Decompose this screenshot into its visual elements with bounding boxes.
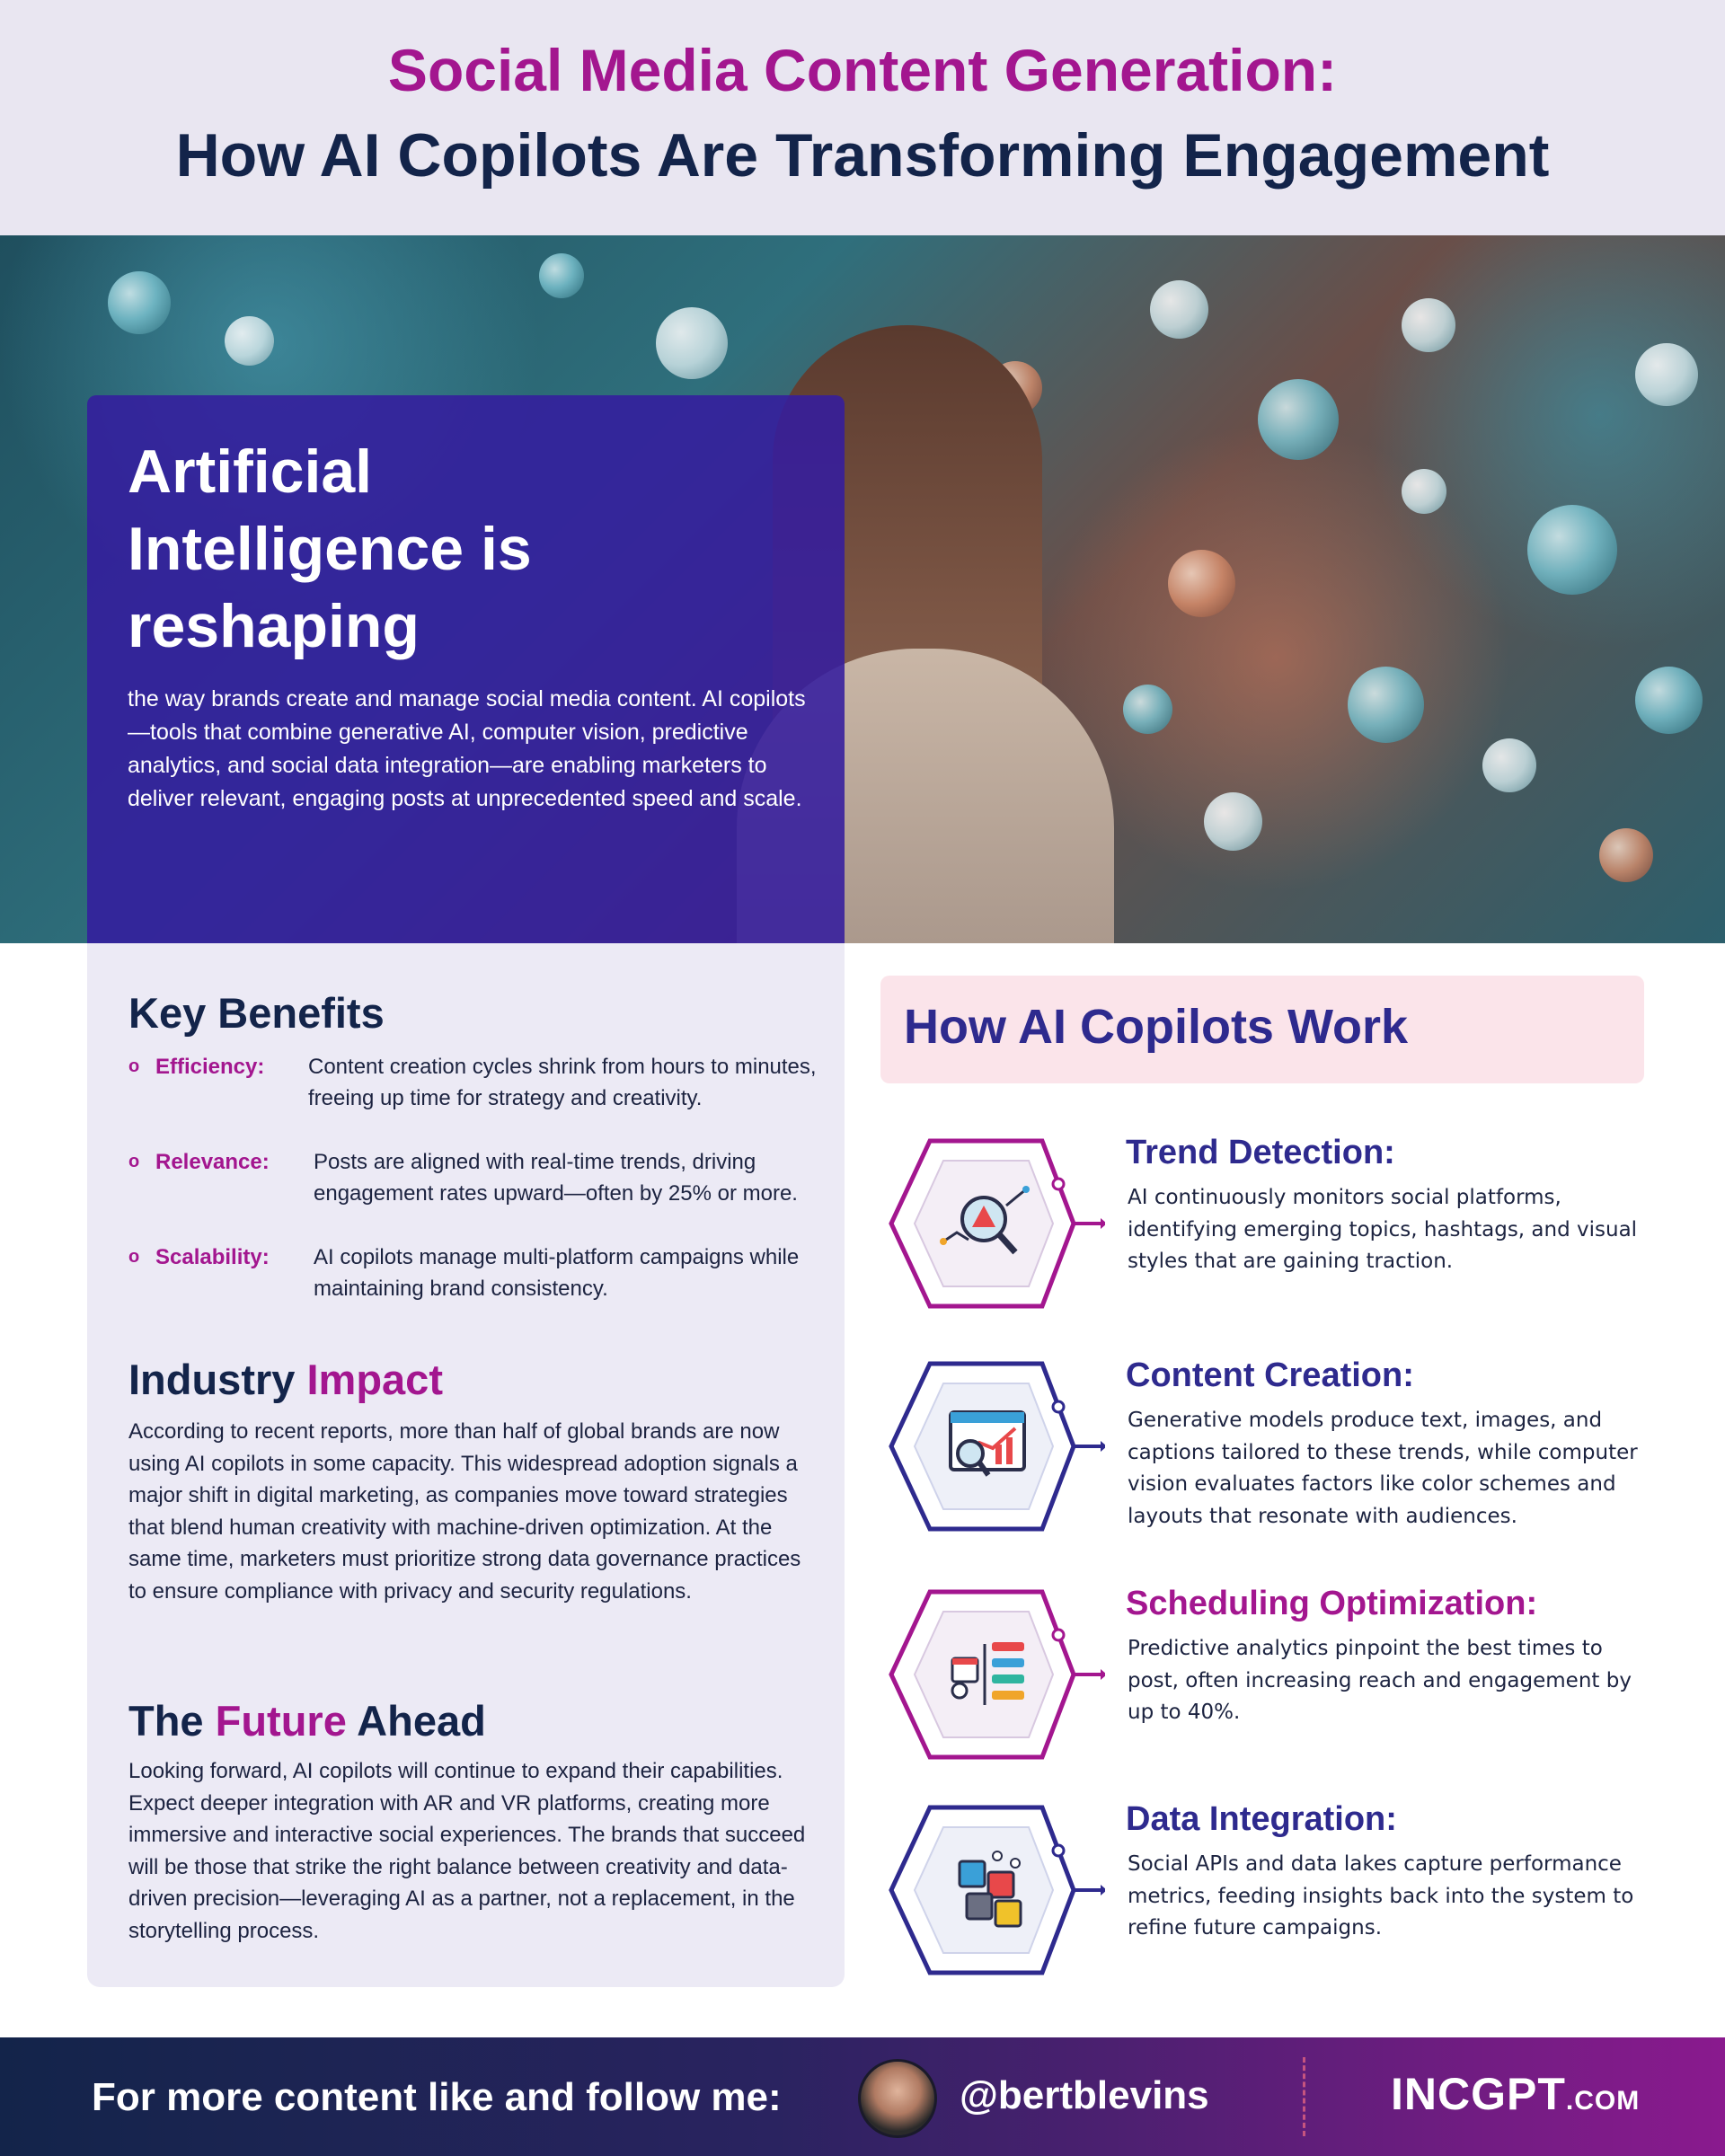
analytics-chart-icon [880,1356,1105,1536]
future-ahead-title-b: Future [215,1697,347,1745]
step-content-creation [880,1356,1653,1545]
bullet-icon: o [128,1056,140,1076]
how-it-works-title: How AI Copilots Work [904,1000,1408,1054]
social-bubble [1150,280,1208,339]
how-it-works-header [880,976,1644,1083]
step-text: AI continuously monitors social platforms, identifying emerging topics, hashtags, and visual styles that are gaining traction. [1128,1186,1638,1273]
social-handle-link[interactable]: @bertblevins [960,2073,1209,2117]
social-bubble [656,307,728,379]
benefit-label: Scalability: [155,1245,270,1269]
future-ahead-title-c: Ahead [357,1697,486,1745]
benefit-item [128,1051,829,1116]
benefit-item [128,1146,829,1211]
trend-search-icon [880,1134,1105,1313]
left-column-panel [87,943,845,1987]
industry-impact-title-b: Impact [306,1356,443,1403]
social-bubble [1599,828,1653,882]
social-bubble [1482,738,1536,792]
social-bubble [1258,379,1339,460]
logo-suffix: .COM [1565,2086,1641,2116]
page-header [0,0,1725,235]
benefit-text: AI copilots manage multi-platform campaigns while maintaining brand consistency. [314,1245,800,1301]
step-text: Generative models produce text, images, and captions tailored to these trends, while computer vision evaluates factors like color schemes and layouts that resonate with audiences. [1128,1409,1638,1528]
footer-bar [0,2037,1725,2156]
step-title: Trend Detection: [1126,1134,1395,1171]
social-bubble [1402,469,1446,514]
logo-main: INCGPT [1391,2069,1566,2119]
social-bubble [1635,667,1703,734]
page-title-line1: Social Media Content Generation: [387,37,1338,103]
benefit-text: Content creation cycles shrink from hours to minutes, freeing up time for strategy and creativity. [308,1055,817,1110]
social-bubble [1168,550,1235,617]
industry-impact-text: According to recent reports, more than half of global brands are now using AI copilots in some capacity. This widespread adoption signals a major shift in digital marketing, as companies move toward strategies that blend human creativity with machine-driven optimization. At the same time, marketers must prioritize strong data governance practices to ensure compliance with privacy and security regulations. [128,1419,801,1604]
step-text: Social APIs and data lakes capture performance metrics, feeding insights back into the system to refine future campaigns. [1128,1852,1634,1940]
social-bubble [539,253,584,298]
step-title: Data Integration: [1126,1800,1397,1838]
footer-divider [1303,2057,1305,2136]
social-bubble [1402,298,1455,352]
step-scheduling-optimization [880,1585,1653,1773]
hero-intro-box [87,395,845,943]
puzzle-integration-icon [880,1800,1105,1980]
bullet-icon: o [128,1152,140,1171]
social-bubble [1635,343,1698,406]
social-bubble [225,316,274,366]
avatar[interactable] [858,2059,937,2138]
benefit-label: Relevance: [155,1150,270,1174]
hero-text: the way brands create and manage social media content. AI copilots—tools that combine generative AI, computer vision, predictive analytics, and social data integration—are enabling marketers to deliver relevant, engaging posts at unprecedented speed and scale. [128,686,806,811]
page-title-line2: How AI Copilots Are Transforming Engagement [175,121,1550,190]
social-bubble [108,271,171,334]
future-ahead-title-a: The [128,1697,204,1745]
follow-text: For more content like and follow me: [92,2075,782,2119]
industry-impact-title [128,1355,443,1404]
calendar-schedule-icon [880,1585,1105,1764]
social-bubble [1123,685,1172,734]
social-bubble [1348,667,1424,743]
benefit-item [128,1241,829,1306]
benefit-text: Posts are aligned with real-time trends, driving engagement rates upward—often by 25% or more. [314,1150,798,1206]
step-title: Content Creation: [1126,1356,1414,1394]
social-bubble [1527,505,1617,595]
benefit-label: Efficiency: [155,1055,265,1079]
incgpt-logo[interactable] [1391,2068,1640,2120]
step-data-integration [880,1800,1653,1989]
key-benefits-title: Key Benefits [128,989,385,1037]
step-trend-detection [880,1134,1653,1322]
future-ahead-title [128,1696,486,1745]
bullet-icon: o [128,1247,140,1267]
industry-impact-title-a: Industry [128,1356,296,1403]
step-text: Predictive analytics pinpoint the best times to post, often increasing reach and engagement by up to 40%. [1128,1637,1632,1724]
step-title: Scheduling Optimization: [1126,1585,1538,1622]
social-bubble [1204,792,1262,851]
hero-title: Artificial Intelligence is reshaping [128,437,532,660]
future-ahead-text: Looking forward, AI copilots will continue to expand their capabilities. Expect deeper integration with AR and VR platforms, creating more immersive and interactive social experiences. The brands that succeed will be those that strike the right balance between creativity and data-driven precision—leveraging AI as a partner, not a replacement, in the storytelling process. [128,1759,806,1943]
hero-banner [0,235,1725,943]
